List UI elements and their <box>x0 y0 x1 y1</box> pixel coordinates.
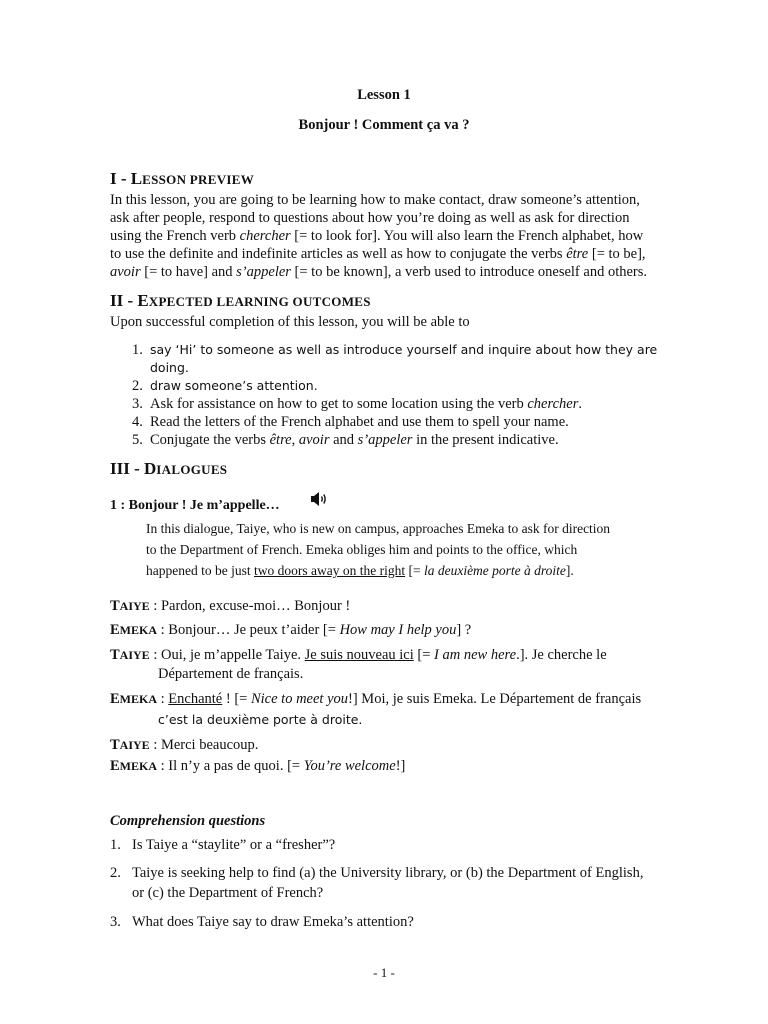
question-text: What does Taiye say to draw Emeka’s attention? <box>132 914 414 930</box>
french-verb: être <box>269 432 292 448</box>
french-verb: chercher <box>527 396 579 412</box>
french-verb: être <box>566 246 589 262</box>
french-verb: s’appeler <box>357 432 413 448</box>
text: [= to have] and <box>140 264 237 280</box>
preview-line-4 <box>110 245 685 263</box>
dialogue-title: 1 : Bonjour ! Je m’appelle… <box>110 498 280 513</box>
question-text: Taiye is seeking help to find (a) the University library, or (b) the Department of English, <box>132 865 644 881</box>
text: . <box>578 396 582 412</box>
text: ]. <box>565 563 574 578</box>
text: happened to be just <box>146 563 254 578</box>
dialogue-text: : Oui, je m’appelle Taiye. <box>149 647 305 663</box>
french-verb: avoir <box>298 432 330 448</box>
list-text: draw someone’s attention. <box>150 378 318 393</box>
speaker-name: T <box>110 647 120 663</box>
list-text: say ‘Hi’ to someone as well as introduce yourself and inquire about how they are <box>150 342 658 357</box>
list-number: 5. <box>132 432 143 448</box>
preview-line-2: ask after people, respond to questions about how you’re doing as well as ask for direction <box>110 210 630 226</box>
dialogue-intro-line-1: In this dialogue, Taiye, who is new on campus, approaches Emeka to ask for direction <box>146 521 611 536</box>
question-number: 2. <box>110 865 121 881</box>
dialogue-text: : Bonjour… Je peux t’aider [= <box>157 622 340 638</box>
text: [= to be], <box>588 246 646 262</box>
dialogue-intro-line-2: to the Department of French. Emeka obliges him and points to the office, which <box>146 542 578 557</box>
dialogue-line <box>110 757 685 775</box>
comprehension-title: Comprehension questions <box>110 813 266 829</box>
dialogue-text: : Il n’y a pas de quoi. [= <box>157 758 304 774</box>
section-heading-outcomes <box>110 292 685 311</box>
french-verb: s’appeler <box>236 264 291 280</box>
preview-line-5 <box>110 263 685 281</box>
dialogue-line <box>110 597 685 615</box>
text: , <box>291 432 299 448</box>
preview-line-3 <box>110 227 685 245</box>
outcomes-intro: Upon successful completion of this lesson, you will be able to <box>110 314 470 330</box>
text: using the French verb <box>110 228 240 244</box>
underlined-phrase: two doors away on the right <box>253 563 406 578</box>
list-text: Read the letters of the French alphabet and use them to spell your name. <box>150 414 569 430</box>
text: Ask for assistance on how to get to some location using the verb <box>150 396 528 412</box>
page-number: - 1 - <box>373 965 395 980</box>
speaker-name: MEKA <box>119 692 158 706</box>
section-title-cap: E <box>137 291 149 310</box>
text: to use the definite and indefinite articles as well as how to conjugate the verbs <box>110 246 567 262</box>
lesson-title: Bonjour ! Comment ça va ? <box>298 117 470 133</box>
preview-line-1: In this lesson, you are going to be learning how to make contact, draw someone’s attention, <box>110 192 640 208</box>
translation: I am new here <box>434 647 517 663</box>
speaker-name: T <box>110 737 120 753</box>
text: and <box>329 432 358 448</box>
list-number: 4. <box>132 414 143 430</box>
speaker-name: E <box>110 758 120 774</box>
underlined-phrase: Je suis nouveau ici <box>304 647 414 663</box>
dialogue-text: ] ? <box>456 622 472 638</box>
list-text <box>150 431 685 449</box>
dialogue-intro-line-3 <box>146 562 646 580</box>
section-number: III - <box>110 459 145 478</box>
speaker-name: T <box>110 598 120 614</box>
dialogue-text: !] <box>395 758 406 774</box>
text: in the present indicative. <box>412 432 559 448</box>
text: Conjugate the verbs <box>150 432 270 448</box>
section-title-cap: D <box>144 459 157 478</box>
list-text <box>150 395 685 413</box>
list-number: 1. <box>132 342 143 358</box>
section-title-rest: IALOGUES <box>156 462 228 477</box>
dialogue-text: ! [= <box>222 691 251 707</box>
speaker-name: E <box>110 622 120 638</box>
list-text: doing. <box>150 360 189 375</box>
dialogue-line <box>110 621 685 639</box>
section-title-rest: XPECTED LEARNING OUTCOMES <box>148 294 371 309</box>
translation: You’re welcome <box>303 758 396 774</box>
translation: Nice to meet you <box>250 691 349 707</box>
french-phrase: la deuxième porte à droite <box>423 563 566 578</box>
question-number: 3. <box>110 914 121 930</box>
speaker-name: MEKA <box>119 759 158 773</box>
french-verb: avoir <box>110 264 141 280</box>
question-text: Is Taiye a “staylite” or a “fresher”? <box>132 837 336 853</box>
question-text: or (c) the Department of French? <box>132 885 324 901</box>
dialogue-text: [= <box>413 647 435 663</box>
dialogue-line-cont: Département de français. <box>158 666 304 682</box>
speaker-name: AIYE <box>119 599 150 613</box>
dialogue-line <box>110 736 685 754</box>
speaker-name: AIYE <box>119 648 150 662</box>
section-heading-preview <box>110 170 685 189</box>
dialogue-text: : Pardon, excuse-moi… Bonjour ! <box>149 598 351 614</box>
speaker-name: E <box>110 691 120 707</box>
speaker-name: AIYE <box>119 738 150 752</box>
text: [= <box>405 563 424 578</box>
dialogue-line <box>110 690 685 708</box>
dialogue-text: .]. Je cherche le <box>516 647 607 663</box>
speaker-name: MEKA <box>119 623 158 637</box>
dialogue-text: : Merci beaucoup. <box>149 737 259 753</box>
section-number: I - <box>110 169 131 188</box>
dialogue-text: !] Moi, je suis Emeka. Le Département de français <box>348 691 642 707</box>
translation: How may I help you <box>339 622 457 638</box>
dialogue-line-cont: c’est la deuxième porte à droite. <box>158 712 363 727</box>
section-heading-dialogues <box>110 460 685 479</box>
section-title-cap: L <box>130 169 143 188</box>
french-verb: chercher <box>239 228 291 244</box>
speaker-icon[interactable] <box>309 490 329 508</box>
underlined-phrase: Enchanté <box>168 691 223 707</box>
lesson-number: Lesson 1 <box>357 87 411 103</box>
list-number: 2. <box>132 378 143 394</box>
text: [= to be known], a verb used to introduce oneself and others. <box>290 264 648 280</box>
section-title-rest: ESSON PREVIEW <box>142 172 255 187</box>
dialogue-text: : <box>157 691 169 707</box>
question-number: 1. <box>110 837 121 853</box>
dialogue-line <box>110 646 685 664</box>
text: [= to look for]. You will also learn the French alphabet, how <box>290 228 644 244</box>
list-number: 3. <box>132 396 143 412</box>
section-number: II - <box>110 291 138 310</box>
